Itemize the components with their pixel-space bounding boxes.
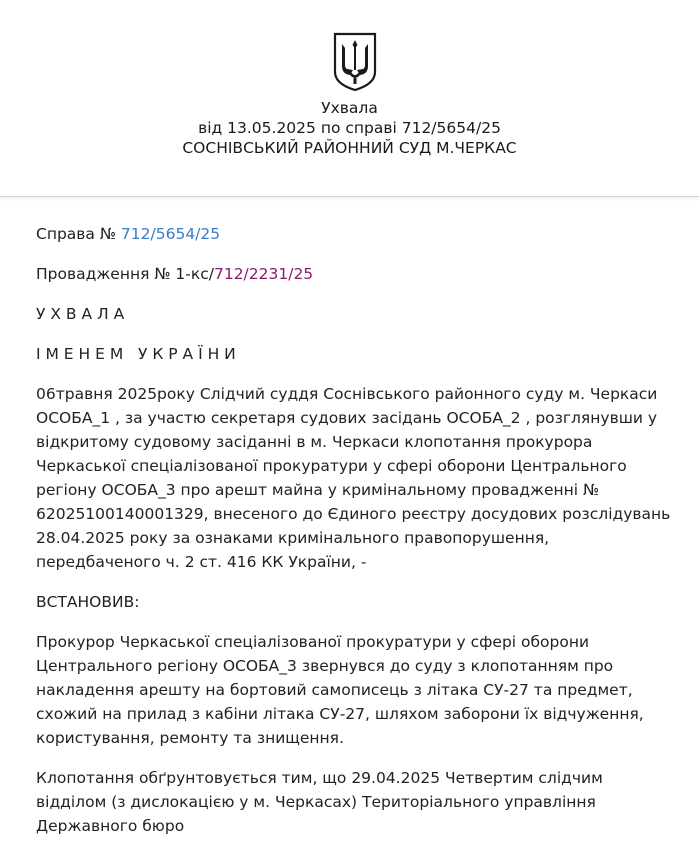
header-text [0, 98, 699, 158]
court-name: СОСНІВСЬКИЙ РАЙОННИЙ СУД М.ЧЕРКАС [182, 139, 517, 157]
paragraph-motion: Прокурор Черкаської спеціалізованої прокуратури у сфері оборони Центрального регіону ОСОБА_3 звернувся до суду з клопотанням про накладення арешту на бортовий самописець з літака СУ-27 та предмет, схожий на прилад з кабіни літака СУ-27, шляхом заборони їх відчуження, користування, ремонту та знищення. [36, 633, 644, 747]
proceeding-prefix: Провадження № 1-кс/ [36, 265, 214, 283]
document-header [0, 0, 699, 197]
document-body [36, 222, 676, 854]
trident-coat-of-arms-icon [333, 32, 377, 92]
document-subtitle: від 13.05.2025 по справі 712/5654/25 [198, 119, 501, 137]
paragraph-intro: 06травня 2025року Слідчий суддя Соснівського районного суду м. Черкаси ОСОБА_1 , за участю секретаря судових засідань ОСОБА_2 , розглянувши у відкритому судовому засіданні в м. Черкаси клопотання прокурора Черкаської спеціалізованої прокуратури у сфері оборони Центрального регіону ОСОБА_3 про арешт майна у кримінальному провадженні № 62025100140001329, внесеного до Єдиного реєстру досудових розслідувань 28.04.2025 року за ознаками кримінального правопорушення, передбаченого ч. 2 ст. 416 КК України, - [36, 385, 671, 571]
proceeding-number-link[interactable]: 712/2231/25 [213, 265, 314, 283]
paragraph-grounds: Клопотання обґрунтовується тим, що 29.04.2025 Четвертим слідчим відділом (з дислокацією у м. Черкасах) Територіального управління Державного бюро [36, 769, 603, 835]
case-prefix: Справа № [36, 225, 116, 243]
case-line [36, 222, 676, 246]
proceeding-line [36, 262, 676, 286]
document-type-title: Ухвала [321, 99, 378, 117]
established-heading: ВСТАНОВИВ: [36, 593, 140, 611]
case-number-link[interactable]: 712/5654/25 [120, 225, 221, 243]
in-the-name-of-ukraine: І М Е Н Е М У К Р А Ї Н И [36, 345, 236, 363]
ruling-heading: У Х В А Л А [36, 305, 125, 323]
